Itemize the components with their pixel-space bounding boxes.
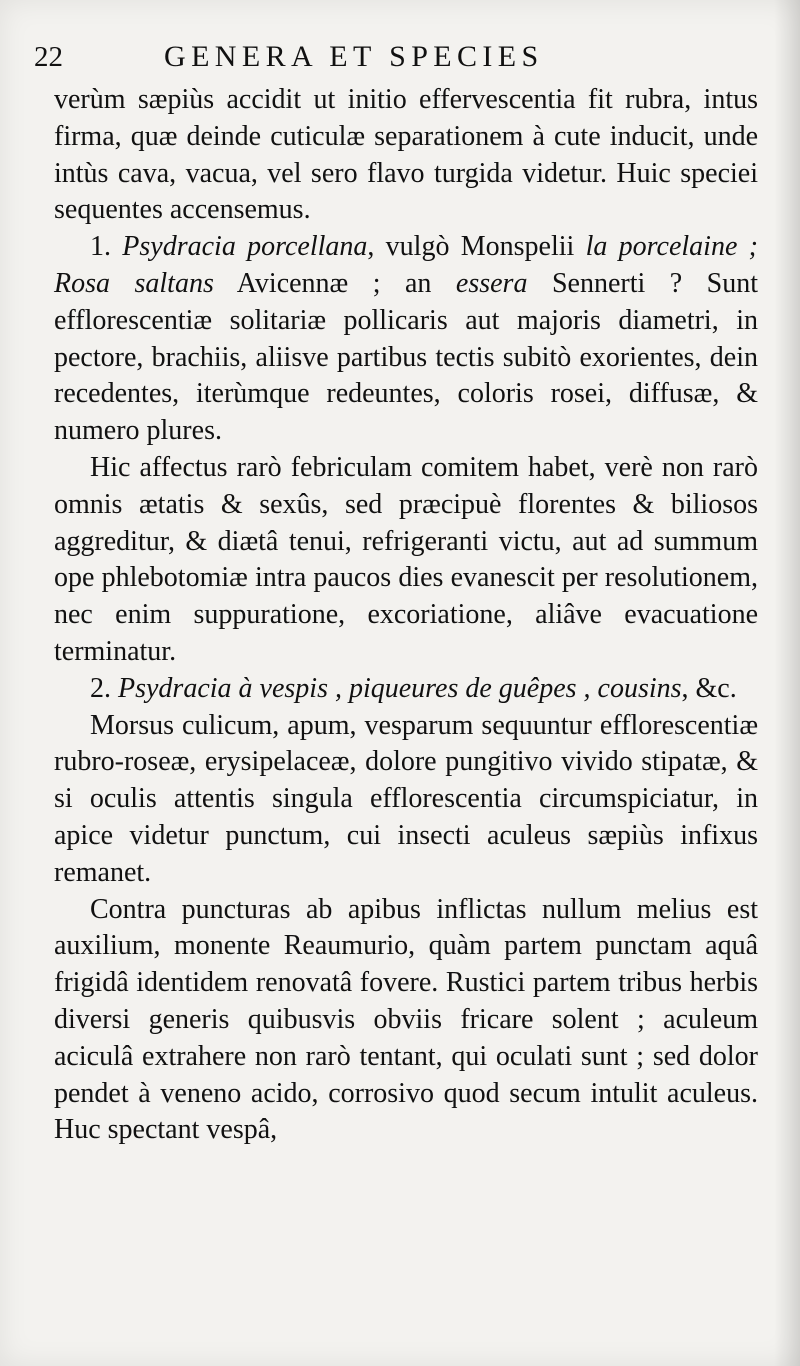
- page-edge-shadow: [774, 0, 800, 1366]
- running-header: [34, 40, 760, 84]
- species-2-name: Psydracia à vespis , piqueures de guêpes , cousins: [118, 672, 682, 704]
- species-2-entry: [54, 671, 758, 708]
- paragraph-febricula: Hic affectus rarò febriculam comitem habet, verè non rarò omnis ætatis & sexûs, sed præcipuè florentes & biliosos aggreditur, & diætâ tenui, refrigeranti victu, aut ad summum ope phlebotomiæ intra paucos dies evanescit per resolutionem, nec enim suppuratione, excoriatione, aliâve evacuatione terminatur.: [54, 451, 758, 667]
- paragraph-puncturas: Contra puncturas ab apibus inflictas nullum melius est auxilium, monente Reaumurio, quàm partem punctam aquâ frigidâ identidem renovatâ fovere. Rustici partem tribus herbis diversi generis quibusvis obviis fricare solent ; aculeum aciculâ extrahere non rarò tentant, qui oculati sunt ; sed dolor pendet à veneno acido, corrosivo quod secum intulit aculeus. Huc spectant vespâ,: [54, 893, 758, 1146]
- species-2-number: 2.: [90, 672, 111, 704]
- species-1-text-a: , vulgò Monspelii: [367, 231, 586, 263]
- paragraph-morsus: Morsus culicum, apum, vesparum sequuntur efflorescentiæ rubro-roseæ, erysipelaceæ, dolore pungitivo vivido stipatæ, & si oculis attentis singula efflorescentia circumspiciatur, in apice videtur punctum, cui insecti aculeus sæpiùs infixus remanet.: [54, 709, 758, 888]
- species-1-name: Psydracia porcellana: [122, 231, 368, 263]
- species-1-entry: [54, 229, 758, 450]
- species-1-vernacular: la porcelaine ; Rosa saltans: [54, 231, 758, 299]
- running-title: GENERA ET SPECIES: [164, 40, 544, 73]
- paragraph-continuation: verùm sæpiùs accidit ut initio effervescentia fit rubra, intus firma, quæ deinde cuticulæ separationem à cute inducit, unde intùs cava, vacua, vel sero flavo turgida videtur. Huic speciei sequentes accensemus.: [54, 84, 758, 226]
- species-1-essera: essera: [455, 267, 528, 299]
- species-1-number: 1.: [90, 231, 111, 263]
- page-number: 22: [34, 41, 63, 73]
- species-2-etc: , &c.: [681, 672, 737, 704]
- page-text: [54, 82, 758, 1149]
- species-1-text-b: Avicennæ ; an: [213, 267, 456, 299]
- species-1-description: Sennerti ? Sunt efflorescentiæ solitariæ pollicaris aut majoris diametri, in pectore, brachiis, aliisve partibus tectis subitò exorientes, dein recedentes, iterùmque redeuntes, coloris rosei, diffusæ, & numero plures.: [54, 267, 758, 447]
